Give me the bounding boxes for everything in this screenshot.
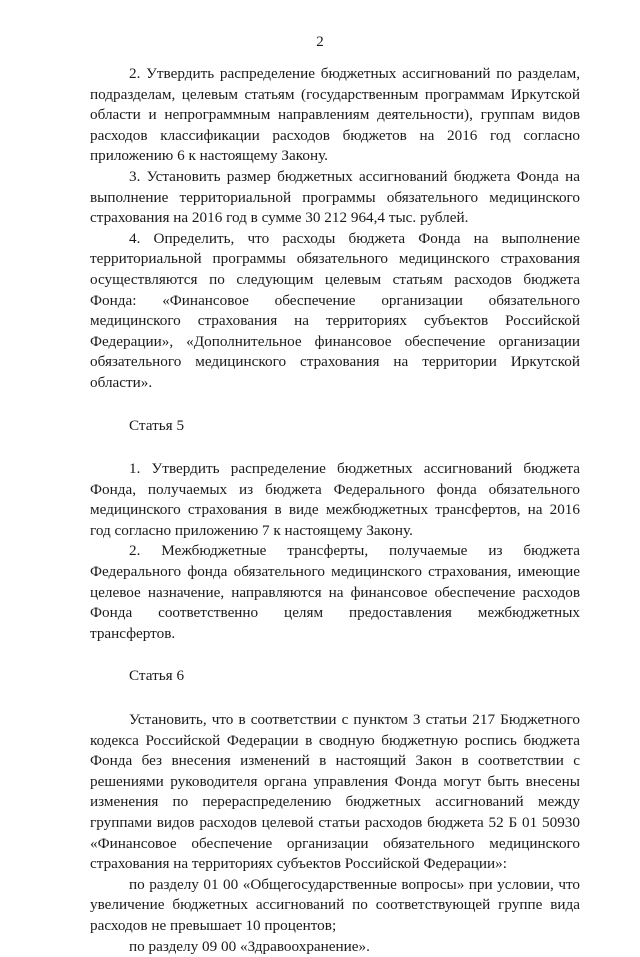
paragraph-2-3: 4. Определить, что расходы бюджета Фонда на выполнение территориальной программы обязательного медицинского страхования осуществляются по следующим целевым статьям расходов бюджета Фонда: «Финансовое обеспечение организации обязательного медицинского страхования на территориях субъектов Российской Федерации», «Дополнительное финансовое обеспечение организации обязательного медицинского страхования на территории Иркутской области». — [90, 229, 580, 391]
article-6-heading: Статья 6 — [129, 667, 185, 685]
paragraph-6-3: по разделу 09 00 «Здравоохранение». — [129, 937, 370, 955]
paragraph-2-1: 2. Утвердить распределение бюджетных ассигнований по разделам, подразделам, целевым статьям (государственным программам Иркутской области и непрограммным направлениям деятельности), группам видов расходов классификации расходов бюджетов на 2016 год согласно приложению 6 к настоящему Закону. — [90, 65, 580, 165]
paragraph-2-2: 3. Установить размер бюджетных ассигнований бюджета Фонда на выполнение территориальной программы обязательного медицинского страхования на 2016 год в сумме 30 212 964,4 тыс. рублей. — [90, 167, 580, 227]
document-body — [90, 64, 580, 957]
paragraph-6-2: по разделу 01 00 «Общегосударственные вопросы» при условии, что увеличение бюджетных ассигнований по соответствующей группе вида расходов не превышает 10 процентов; — [90, 875, 580, 934]
paragraph-5-1: 1. Утвердить распределение бюджетных ассигнований бюджета Фонда, получаемых из бюджета Федерального фонда обязательного медицинского страхования в виде межбюджетных трансфертов, на 2016 год согласно приложению 7 к настоящему Закону. — [90, 460, 580, 539]
article-5-heading: Статья 5 — [129, 416, 185, 434]
paragraph-6-1: Установить, что в соответствии с пунктом 3 статьи 217 Бюджетного кодекса Российской Федерации в сводную бюджетную роспись бюджета Фонда без внесения изменений в настоящий Закон в соответствии с решениями руководителя органа управления Фонда могут быть внесены изменения по перераспределению бюджетных ассигнований между группами видов расходов целевой статьи расходов бюджета 52 Б 01 50930 «Финансовое обеспечение организации обязательного медицинского страхования на территориях субъектов Российской Федерации»: — [90, 711, 580, 873]
paragraph-5-2: 2. Межбюджетные трансферты, получаемые из бюджета Федерального фонда обязательного медицинского страхования, имеющие целевое назначение, направляются на финансовое обеспечение расходов Фонда соответственно целям предоставления межбюджетных трансфертов. — [90, 542, 580, 642]
page-number: 2 — [316, 34, 324, 50]
